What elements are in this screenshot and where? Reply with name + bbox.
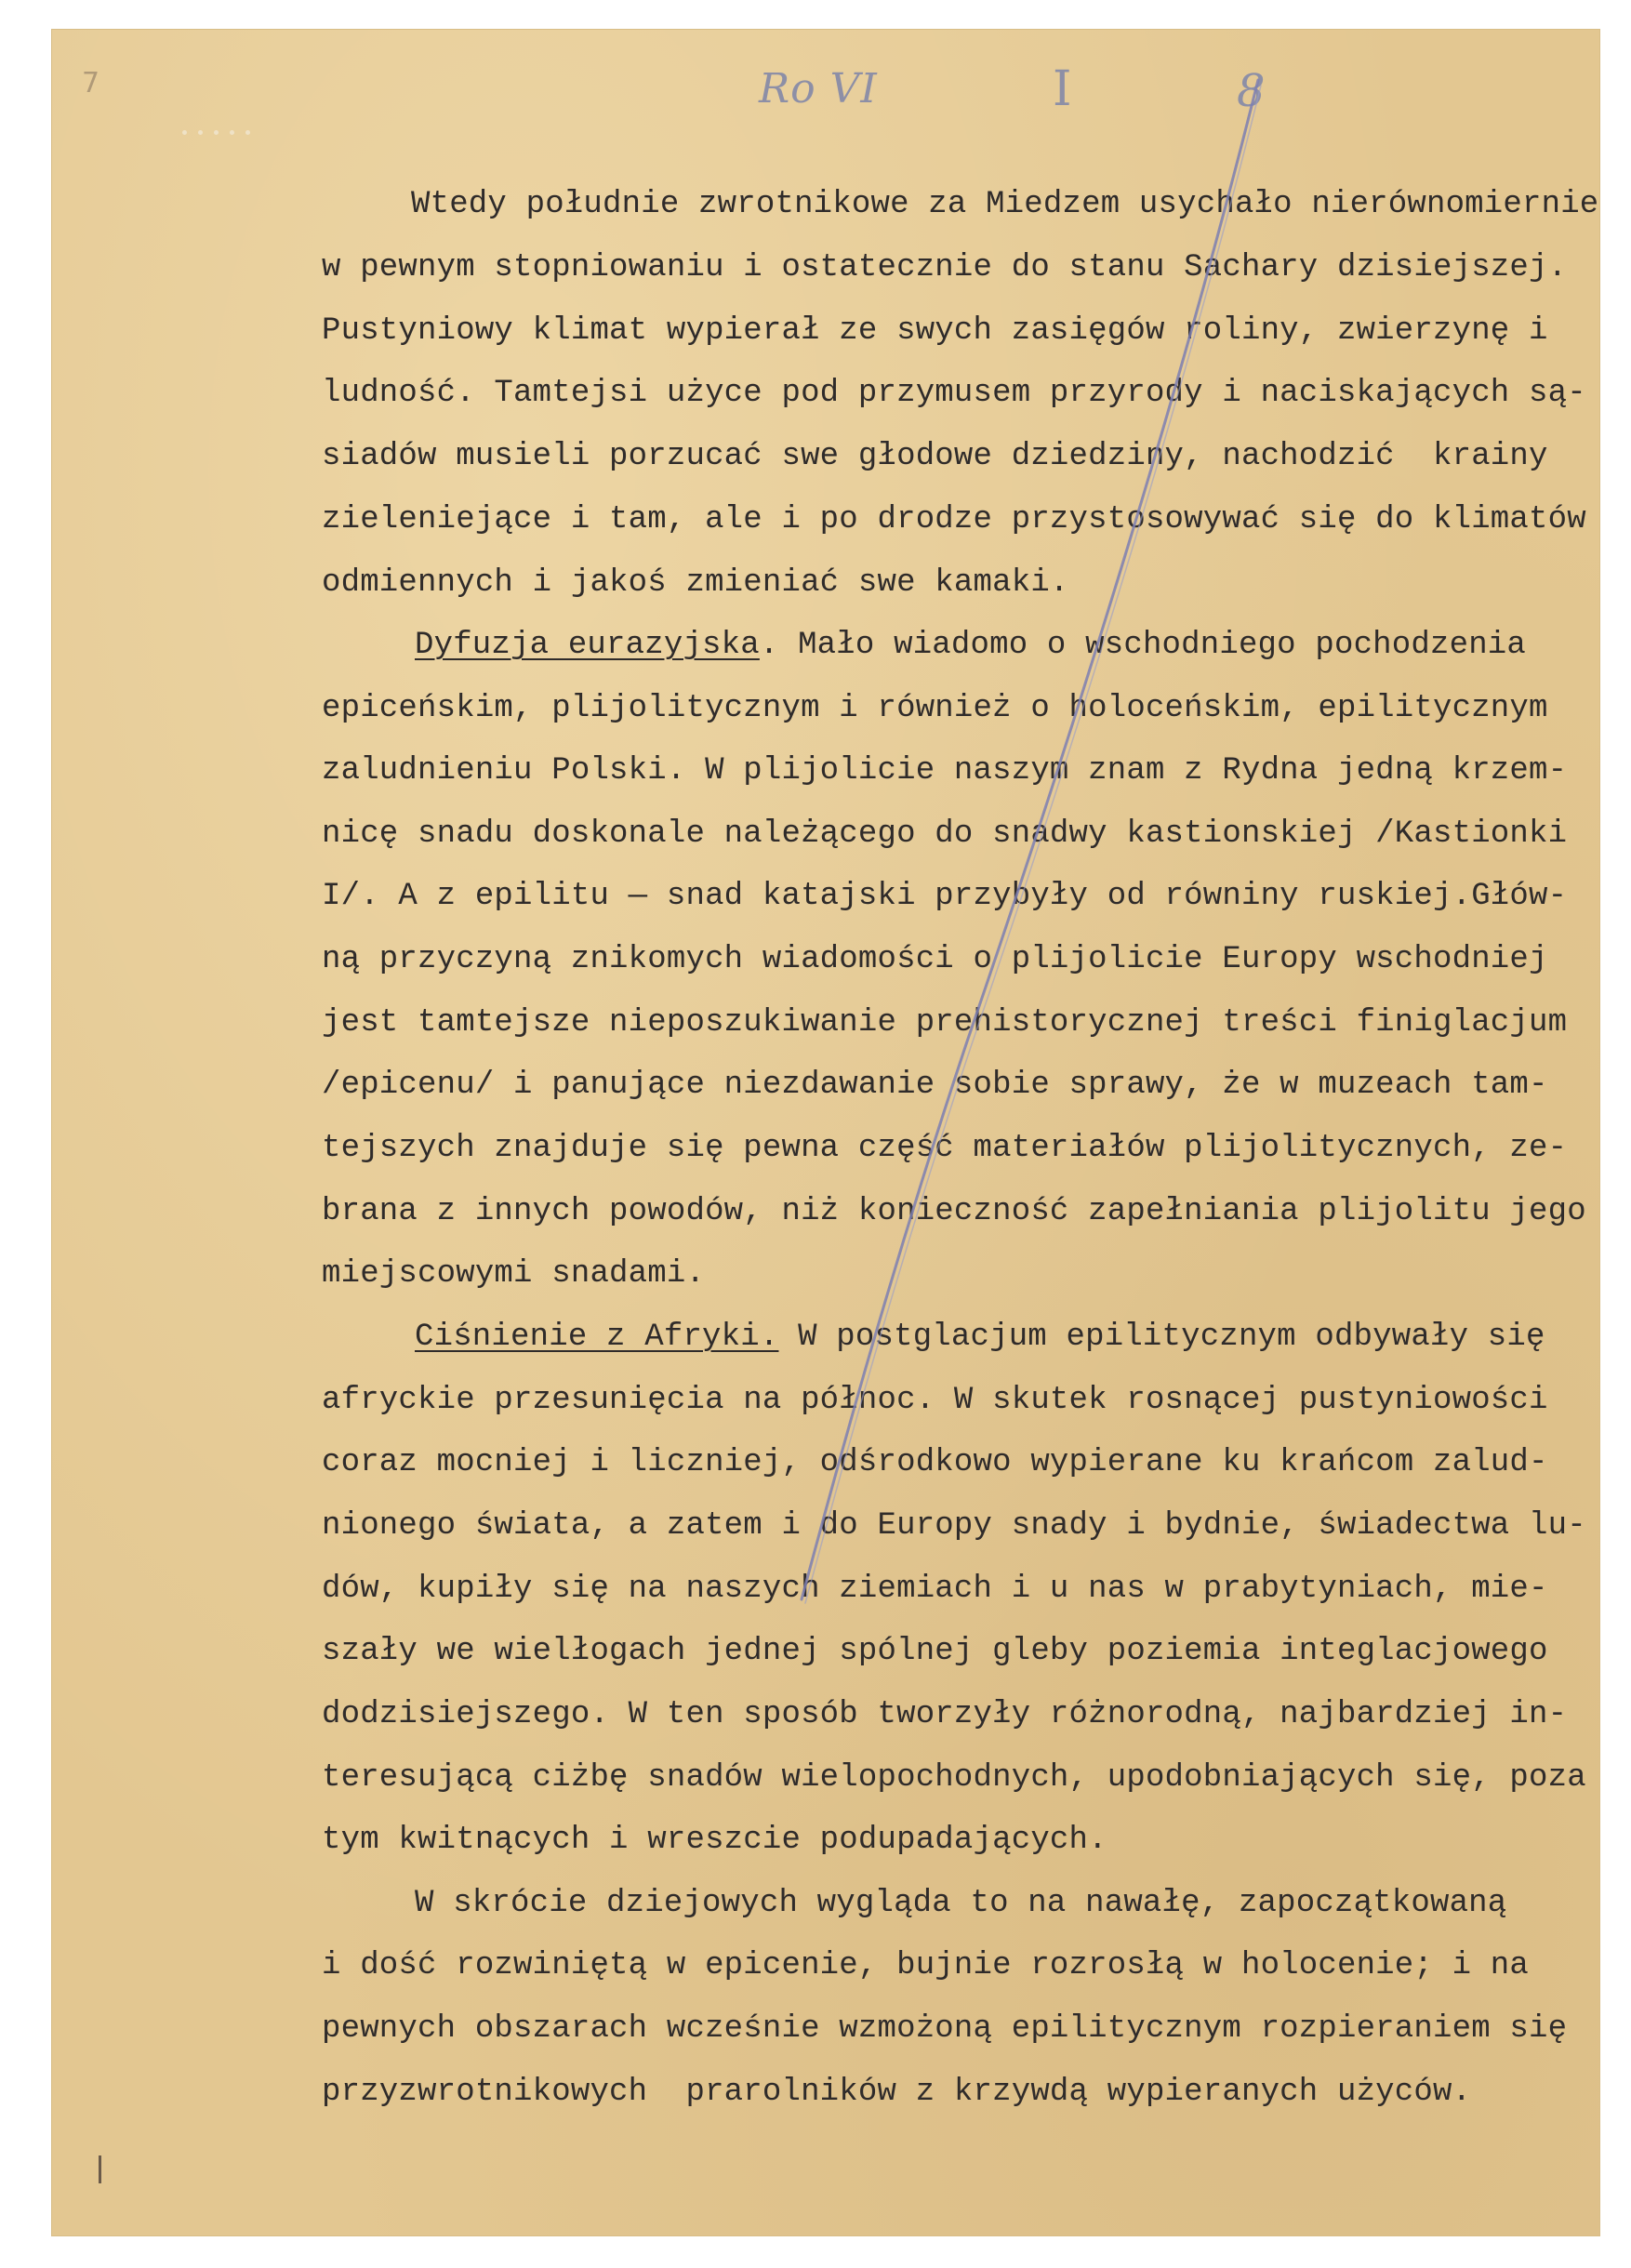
body-line: Wtedy południe zwrotnikowe za Miedzem usychało nierównomiernie [411, 187, 1599, 222]
body-line: brana z innych powodów, niż konieczność zapełniania plijolitu jego [322, 1194, 1586, 1229]
body-line: nicę snadu doskonale należącego do snadwy kastionskiej /Kastionki [322, 816, 1568, 852]
handwritten-reference: Ro VI [759, 65, 878, 113]
body-line: w pewnym stopniowaniu i ostatecznie do stanu Sachary dzisiejszej. [322, 250, 1568, 285]
body-line: dów, kupiły się na naszych ziemiach i u nas w prabytyniach, mie- [322, 1572, 1548, 1607]
body-line: siadów musieli porzucać swe głodowe dziedziny, nachodzić krainy [322, 439, 1548, 474]
body-line: nionego świata, a zatem i do Europy snady i bydnie, świadectwa lu- [322, 1508, 1586, 1544]
body-line-continuation: . Mało wiadomo o wschodniego pochodzenia [759, 628, 1527, 663]
body-line: zieleniejące i tam, ale i po drodze przystosowywać się do klimatów [322, 502, 1586, 537]
body-line: miejscowymi snadami. [322, 1256, 706, 1292]
section-line [415, 627, 1526, 664]
body-line: W skrócie dziejowych wygląda to na nawałę, zapoczątkowaną [415, 1886, 1507, 1921]
body-line: teresującą ciżbę snadów wielopochodnych, upodobniających się, poza [322, 1760, 1586, 1796]
body-line: afryckie przesunięcia na północ. W skutek rosnącej pustyniowości [322, 1383, 1548, 1418]
body-line: epiceńskim, plijolitycznym i również o holoceńskim, epilitycznym [322, 691, 1548, 726]
body-line-continuation: W postglacjum epilitycznym odbywały się [778, 1320, 1545, 1355]
body-line: jest tamtejsze nieposzukiwanie prehistorycznej treści finiglacjum [322, 1005, 1568, 1041]
body-line: przyzwrotnikowych prarolników z krzywdą wypieranych użyców. [322, 2075, 1472, 2110]
body-line: I/. A z epilitu — snad katajski przybyły od równiny ruskiej.Głów- [322, 879, 1568, 914]
body-line: /epicenu/ i panujące niezdawanie sobie sprawy, że w muzeach tam- [322, 1068, 1548, 1103]
body-line: i dość rozwiniętą w epicenie, bujnie rozrosłą w holocenie; i na [322, 1948, 1530, 1983]
body-line: szały we wielłogach jednej spólnej gleby poziemia integlacjowego [322, 1634, 1548, 1669]
body-line: odmiennych i jakoś zmieniać swe kamaki. [322, 565, 1069, 601]
section-heading: Ciśnienie z Afryki. [415, 1320, 779, 1355]
body-line: zaludnieniu Polski. W plijolicie naszym znam z Rydna jedną krzem- [322, 753, 1568, 789]
body-line: Pustyniowy klimat wypierał ze swych zasięgów roliny, zwierzynę i [322, 313, 1548, 349]
section-line [415, 1319, 1545, 1356]
handwritten-volume: I [1053, 61, 1072, 117]
body-line: pewnych obszarach wcześnie wzmożoną epilitycznym rozpieraniem się [322, 2011, 1568, 2047]
section-heading: Dyfuzja eurazyjska [415, 628, 760, 663]
body-line: coraz mocniej i liczniej, odśrodkowo wypierane ku krańcom zalud- [322, 1445, 1548, 1480]
handwritten-page-number: 8 [1237, 65, 1266, 117]
body-line: ludność. Tamtejsi użyce pod przymusem przyrody i naciskających są- [322, 376, 1586, 411]
body-line: tym kwitnących i wreszcie podupadających. [322, 1823, 1107, 1858]
body-line: tejszych znajduje się pewna część materiałów plijolitycznych, ze- [322, 1131, 1568, 1166]
body-line: dodzisiejszego. W ten sposób tworzyły różnorodną, najbardziej in- [322, 1697, 1568, 1732]
corner-mark: 7 [82, 67, 100, 99]
body-line: ną przyczyną znikomych wiadomości o plijolicie Europy wschodniej [322, 942, 1548, 977]
